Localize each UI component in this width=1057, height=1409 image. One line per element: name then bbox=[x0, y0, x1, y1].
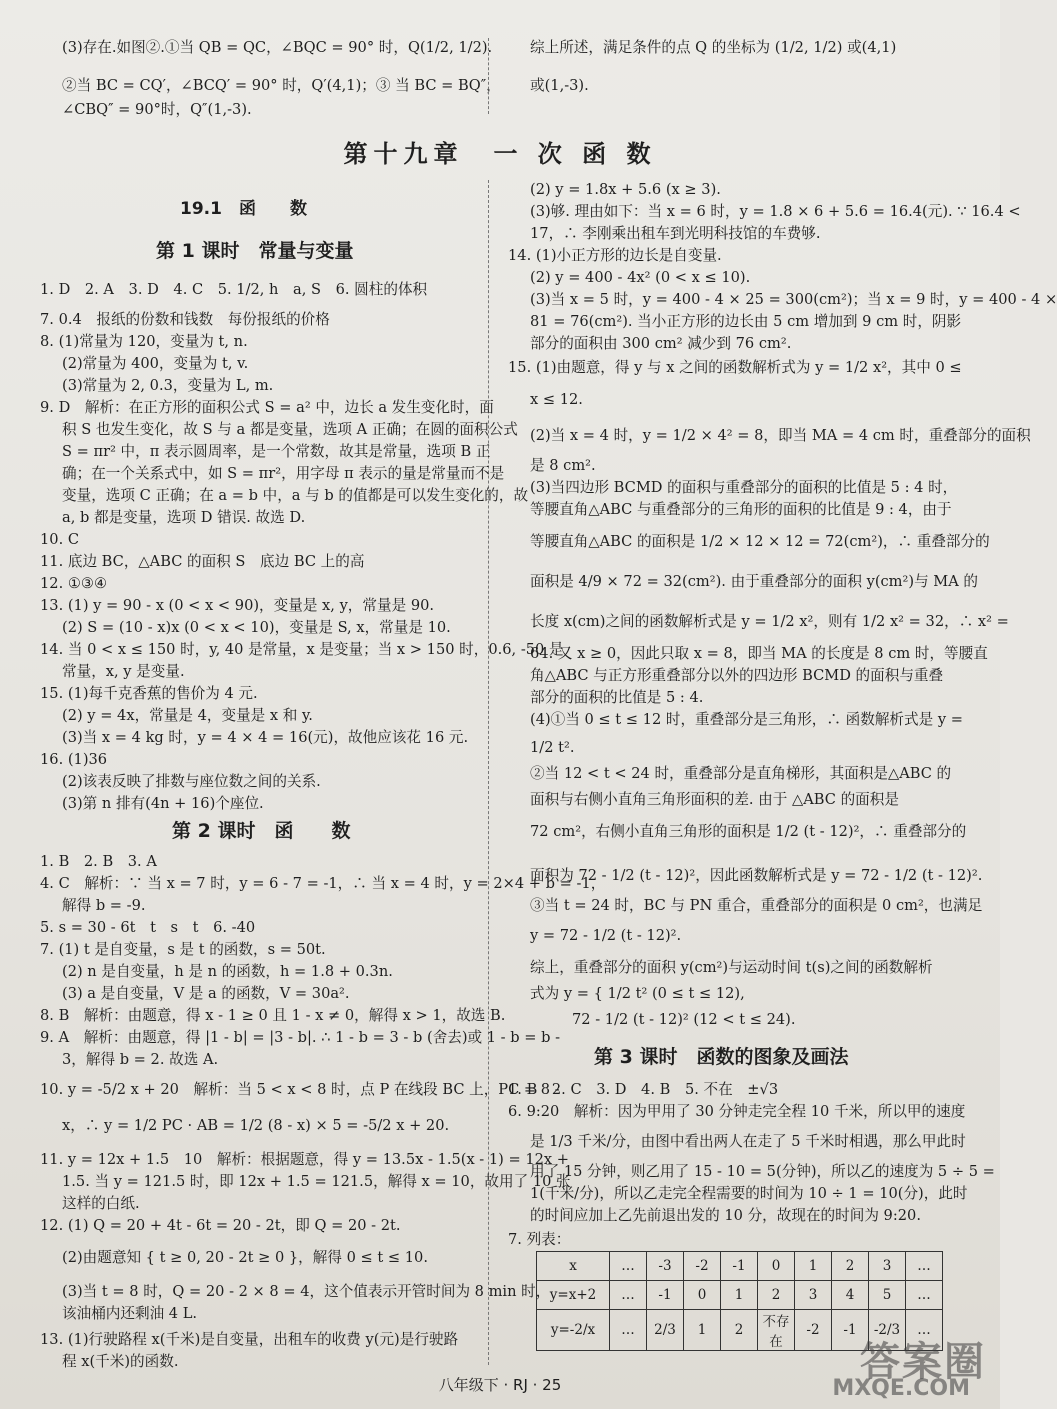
answer-line: (2)该表反映了排数与座位数之间的关系. bbox=[62, 773, 321, 790]
answer-line: 1(千米/分)，所以乙走完全程需要的时间为 10 ÷ 1 = 10(分)，此时 bbox=[530, 1185, 968, 1202]
table-cell: 0 bbox=[684, 1281, 721, 1310]
answer-line: (2)由题意知 { t ≥ 0, 20 - 2t ≥ 0 }，解得 0 ≤ t ≤ 10. bbox=[62, 1249, 428, 1266]
table-cell: 4 bbox=[832, 1281, 869, 1310]
answer-line: 面积与右侧小直角三角形面积的差. 由于 △ABC 的面积是 bbox=[530, 791, 899, 808]
table-cell: … bbox=[610, 1252, 647, 1281]
answer-line: 变量，选项 C 正确；在 a = b 中，a 与 b 的值都是可以发生变化的，故 bbox=[62, 487, 529, 504]
answer-line: 13. (1) y = 90 - x (0 < x < 90)，变量是 x, y，常量是 90. bbox=[40, 597, 435, 614]
answer-line: 10. C bbox=[40, 531, 80, 548]
answer-line: 积 S 也发生变化，故 S 与 a 都是变量，选项 A 正确；在圆的面积公式 bbox=[62, 421, 518, 438]
answer-line: 是 8 cm². bbox=[530, 457, 596, 474]
answer-line: 1. D 2. A 3. D 4. C 5. 1/2, h a, S 6. 圆柱的体积 bbox=[40, 281, 428, 298]
watermark-url: MXQE.COM bbox=[832, 1376, 970, 1401]
answer-line: x ≤ 12. bbox=[530, 391, 583, 408]
answer-line: 12. ①③④ bbox=[40, 575, 108, 592]
answer-line: 81 = 76(cm²). 当小正方形的边长由 5 cm 增加到 9 cm 时，阴影 bbox=[530, 313, 962, 330]
answer-line: (2) n 是自变量，h 是 n 的函数，h = 1.8 + 0.3n. bbox=[62, 963, 393, 980]
lesson-1-title: 第 1 课时 常量与变量 bbox=[156, 240, 354, 262]
table-cell: 5 bbox=[869, 1281, 906, 1310]
column-divider-top bbox=[488, 38, 489, 114]
answer-line: (3)当四边形 BCMD 的面积与重叠部分的面积的比值是 5 : 4 时， bbox=[530, 479, 958, 496]
table-cell: 0 bbox=[758, 1252, 795, 1281]
answer-line: 部分的面积的比值是 5 : 4. bbox=[530, 689, 704, 706]
table-cell: 3 bbox=[869, 1252, 906, 1281]
answer-line: 用了 15 分钟，则乙用了 15 - 10 = 5(分钟)，所以乙的速度为 5 ÷ 5 = bbox=[530, 1163, 995, 1180]
answer-line: 13. (1)行驶路程 x(千米)是自变量，出租车的收费 y(元)是行驶路 bbox=[40, 1331, 459, 1348]
lesson-2-title: 第 2 课时 函 数 bbox=[172, 820, 351, 842]
table-cell: 1 bbox=[684, 1310, 721, 1351]
header-right-line: 或(1,-3). bbox=[530, 77, 589, 94]
answer-line: x，∴ y = 1/2 PC · AB = 1/2 (8 - x) × 5 = -5/2 x + 20. bbox=[62, 1117, 450, 1134]
table-cell: 2/3 bbox=[647, 1310, 684, 1351]
answer-line: (3)当 x = 4 kg 时，y = 4 × 4 = 16(元)，故他应该花 16 元. bbox=[62, 729, 469, 746]
answer-line: 1. B 2. B 3. A bbox=[40, 853, 157, 870]
answer-line: (3) a 是自变量，V 是 a 的函数，V = 30a². bbox=[62, 985, 350, 1002]
answer-line: 等腰直角△ABC 与重叠部分的三角形的面积的比值是 9 : 4，由于 bbox=[530, 501, 952, 518]
lesson-3-title: 第 3 课时 函数的图象及画法 bbox=[594, 1046, 849, 1068]
table-cell: 2 bbox=[721, 1310, 758, 1351]
header-left-line: (3)存在.如图②.①当 QB = QC，∠BQC = 90° 时，Q(1/2, 1/2). bbox=[62, 39, 493, 56]
answer-line: 7. (1) t 是自变量，s 是 t 的函数，s = 50t. bbox=[40, 941, 326, 958]
answer-line: (2)当 x = 4 时，y = 1/2 × 4² = 8，即当 MA = 4 cm 时，重叠部分的面积 bbox=[530, 427, 1031, 444]
section-title: 19.1 函 数 bbox=[180, 199, 307, 219]
answer-line: 的时间应加上乙先前退出发的 10 分，故现在的时间为 9:20. bbox=[530, 1207, 921, 1224]
answer-line: 1.5. 当 y = 121.5 时，即 12x + 1.5 = 121.5，解得 x = 10，故用了 10 张 bbox=[62, 1173, 571, 1190]
answer-line: 64. 又 x ≥ 0，因此只取 x = 8，即当 MA 的长度是 8 cm 时，等腰直 bbox=[530, 645, 988, 662]
table-cell: … bbox=[610, 1281, 647, 1310]
answer-line: 7. 列表： bbox=[508, 1231, 571, 1248]
table-row bbox=[537, 1252, 943, 1281]
table-cell: -1 bbox=[721, 1252, 758, 1281]
table-cell: -2/3 bbox=[869, 1310, 906, 1351]
answer-line: 14. (1)小正方形的边长是自变量. bbox=[508, 247, 722, 264]
answer-line: 6. 9:20 解析：因为甲用了 30 分钟走完全程 10 千米，所以甲的速度 bbox=[508, 1103, 966, 1120]
table-cell: -2 bbox=[795, 1310, 832, 1351]
table-row-header: x bbox=[537, 1252, 610, 1281]
answer-line: 解得 b = -9. bbox=[62, 897, 146, 914]
answer-line: 15. (1)由题意，得 y 与 x 之间的函数解析式为 y = 1/2 x²，其中 0 ≤ bbox=[508, 359, 962, 376]
answer-line: 确；在一个关系式中，如 S = πr²，用字母 π 表示的量是常量而不是 bbox=[62, 465, 505, 482]
table-cell: 3 bbox=[795, 1281, 832, 1310]
answer-line: 9. A 解析：由题意，得 |1 - b| = |3 - b|. ∴ 1 - b = 3 - b (舍去)或 1 - b = b - bbox=[40, 1029, 561, 1046]
answer-line: 式为 y = { 1/2 t² (0 ≤ t ≤ 12), bbox=[530, 985, 745, 1002]
answer-line: 16. (1)36 bbox=[40, 751, 108, 768]
answer-line: S = πr² 中，π 表示圆周率，是一个常数，故其是常量，选项 B 正 bbox=[62, 443, 491, 460]
answer-line: (3)当 x = 5 时，y = 400 - 4 × 25 = 300(cm²)；当 x = 9 时，y = 400 - 4 × bbox=[530, 291, 1057, 308]
answer-line: (2) y = 400 - 4x² (0 < x ≤ 10). bbox=[530, 269, 751, 286]
answer-line: 3，解得 b = 2. 故选 A. bbox=[62, 1051, 219, 1068]
answer-line: (2) y = 4x，常量是 4，变量是 x 和 y. bbox=[62, 707, 313, 724]
answer-line: 9. D 解析：在正方形的面积公式 S = a² 中，边长 a 发生变化时，面 bbox=[40, 399, 494, 416]
table-cell: -3 bbox=[647, 1252, 684, 1281]
answer-line: 这样的白纸. bbox=[62, 1195, 140, 1212]
chapter-title: 第十九章 一 次 函 数 bbox=[343, 140, 657, 168]
answer-line: a, b 都是变量，选项 D 错误. 故选 D. bbox=[62, 509, 306, 526]
answer-line: 该油桶内还剩油 4 L. bbox=[62, 1305, 198, 1322]
answer-line: 14. 当 0 < x ≤ 150 时，y, 40 是常量，x 是变量；当 x > 150 时，0.6, -50 是 bbox=[40, 641, 564, 658]
header-left-line: ∠CBQ″ = 90°时，Q″(1,-3). bbox=[62, 101, 252, 118]
answer-line: 面积是 4/9 × 72 = 32(cm²). 由于重叠部分的面积 y(cm²)与 MA 的 bbox=[530, 573, 979, 590]
answer-line: 4. C 解析：∵ 当 x = 7 时，y = 6 - 7 = -1，∴ 当 x = 4 时，y = 2×4 + b = -1， bbox=[40, 875, 606, 892]
table-cell: 2 bbox=[832, 1252, 869, 1281]
answer-line: ②当 12 < t < 24 时，重叠部分是直角梯形，其面积是△ABC 的 bbox=[530, 765, 952, 782]
answer-line: 15. (1)每千克香蕉的售价为 4 元. bbox=[40, 685, 258, 702]
table-cell: 1 bbox=[721, 1281, 758, 1310]
answer-line: 等腰直角△ABC 的面积是 1/2 × 12 × 12 = 72(cm²)，∴ 重叠部分的 bbox=[530, 533, 990, 550]
table-cell: 不存在 bbox=[758, 1310, 795, 1351]
answer-line: ③当 t = 24 时，BC 与 PN 重合，重叠部分的面积是 0 cm²，也满足 bbox=[530, 897, 983, 914]
table-row-header: y=x+2 bbox=[537, 1281, 610, 1310]
answer-line: 角△ABC 与正方形重叠部分以外的四边形 BCMD 的面积与重叠 bbox=[530, 667, 944, 684]
table-cell: -1 bbox=[647, 1281, 684, 1310]
answer-line: (3)当 t = 8 时，Q = 20 - 2 × 8 = 4，这个值表示开管时间为 8 min 时， bbox=[62, 1283, 551, 1300]
answer-line: (3)第 n 排有(4n + 16)个座位. bbox=[62, 795, 264, 812]
table-cell: -1 bbox=[832, 1310, 869, 1351]
answer-line: 综上，重叠部分的面积 y(cm²)与运动时间 t(s)之间的函数解析 bbox=[530, 959, 933, 976]
table-cell: … bbox=[906, 1252, 943, 1281]
answer-line: 8. B 解析：由题意，得 x - 1 ≥ 0 且 1 - x ≠ 0，解得 x > 1，故选 B. bbox=[40, 1007, 506, 1024]
answer-line: 长度 x(cm)之间的函数解析式是 y = 1/2 x²，则有 1/2 x² = 32，∴ x² = bbox=[530, 613, 1009, 630]
answer-line: 17，∴ 李刚乘出租车到光明科技馆的车费够. bbox=[530, 225, 821, 242]
table-cell: -2 bbox=[684, 1252, 721, 1281]
answer-line: 5. s = 30 - 6t t s t 6. -40 bbox=[40, 919, 256, 936]
answer-line: 程 x(千米)的函数. bbox=[62, 1353, 179, 1370]
answer-line: 是 1/3 千米/分，由图中看出两人在走了 5 千米时相遇，那么甲此时 bbox=[530, 1133, 966, 1150]
table-row bbox=[537, 1281, 943, 1310]
answer-line: 8. (1)常量为 120，变量为 t, n. bbox=[40, 333, 248, 350]
header-left-line: ②当 BC = CQ′，∠BCQ′ = 90° 时，Q′(4,1)；③ 当 BC = BQ″， bbox=[62, 77, 501, 94]
answer-line: 11. y = 12x + 1.5 10 解析：根据题意，得 y = 13.5x - 1.5(x - 1) = 12x + bbox=[40, 1151, 570, 1168]
table-cell: … bbox=[906, 1310, 943, 1351]
answer-line: (3)常量为 2, 0.3，变量为 L, m. bbox=[62, 377, 274, 394]
answer-line: 部分的面积由 300 cm² 减少到 76 cm². bbox=[530, 335, 792, 352]
answer-line: 10. y = -5/2 x + 20 解析：当 5 < x < 8 时，点 P 在线段 BC 上，PC = 8 - bbox=[40, 1081, 560, 1098]
answer-line: 72 - 1/2 (t - 12)² (12 < t ≤ 24). bbox=[572, 1011, 796, 1028]
table-cell: 1 bbox=[795, 1252, 832, 1281]
answer-line: (3)够. 理由如下：当 x = 6 时，y = 1.8 × 6 + 5.6 = 16.4(元). ∵ 16.4 < bbox=[530, 203, 1021, 220]
answer-line: 11. 底边 BC，△ABC 的面积 S 底边 BC 上的高 bbox=[40, 553, 365, 570]
page-footer: 八年级下 · RJ · 25 bbox=[438, 1376, 562, 1394]
answer-line: 1/2 t². bbox=[530, 739, 575, 756]
watermark-logo: 答案圈 bbox=[860, 1339, 986, 1385]
answer-line: 72 cm²，右侧小直角三角形的面积是 1/2 (t - 12)²，∴ 重叠部分的 bbox=[530, 823, 967, 840]
answer-line: (4)①当 0 ≤ t ≤ 12 时，重叠部分是三角形，∴ 函数解析式是 y = bbox=[530, 711, 963, 728]
table-row-header: y=-2/x bbox=[537, 1310, 610, 1351]
answer-line: 常量，x, y 是变量. bbox=[62, 663, 185, 680]
header-right-line: 综上所述，满足条件的点 Q 的坐标为 (1/2, 1/2) 或(4,1) bbox=[530, 39, 897, 56]
answer-line: 12. (1) Q = 20 + 4t - 6t = 20 - 2t，即 Q = 20 - 2t. bbox=[40, 1217, 401, 1234]
table-cell: 2 bbox=[758, 1281, 795, 1310]
answer-line: (2) S = (10 - x)x (0 < x < 10)，变量是 S, x，常量是 10. bbox=[62, 619, 451, 636]
answer-line: (2) y = 1.8x + 5.6 (x ≥ 3). bbox=[530, 181, 721, 198]
answer-line: (2)常量为 400，变量为 t, v. bbox=[62, 355, 249, 372]
answer-line: y = 72 - 1/2 (t - 12)². bbox=[530, 927, 682, 944]
table-cell: … bbox=[906, 1281, 943, 1310]
answer-line: 7. 0.4 报纸的份数和钱数 每份报纸的价格 bbox=[40, 311, 330, 328]
answer-line: 面积为 72 - 1/2 (t - 12)²，因此函数解析式是 y = 72 - 1/2 (t - 12)². bbox=[530, 867, 983, 884]
answer-line: 1. B 2. C 3. D 4. B 5. 不在 ±√3 bbox=[508, 1081, 779, 1098]
table-cell: … bbox=[610, 1310, 647, 1351]
